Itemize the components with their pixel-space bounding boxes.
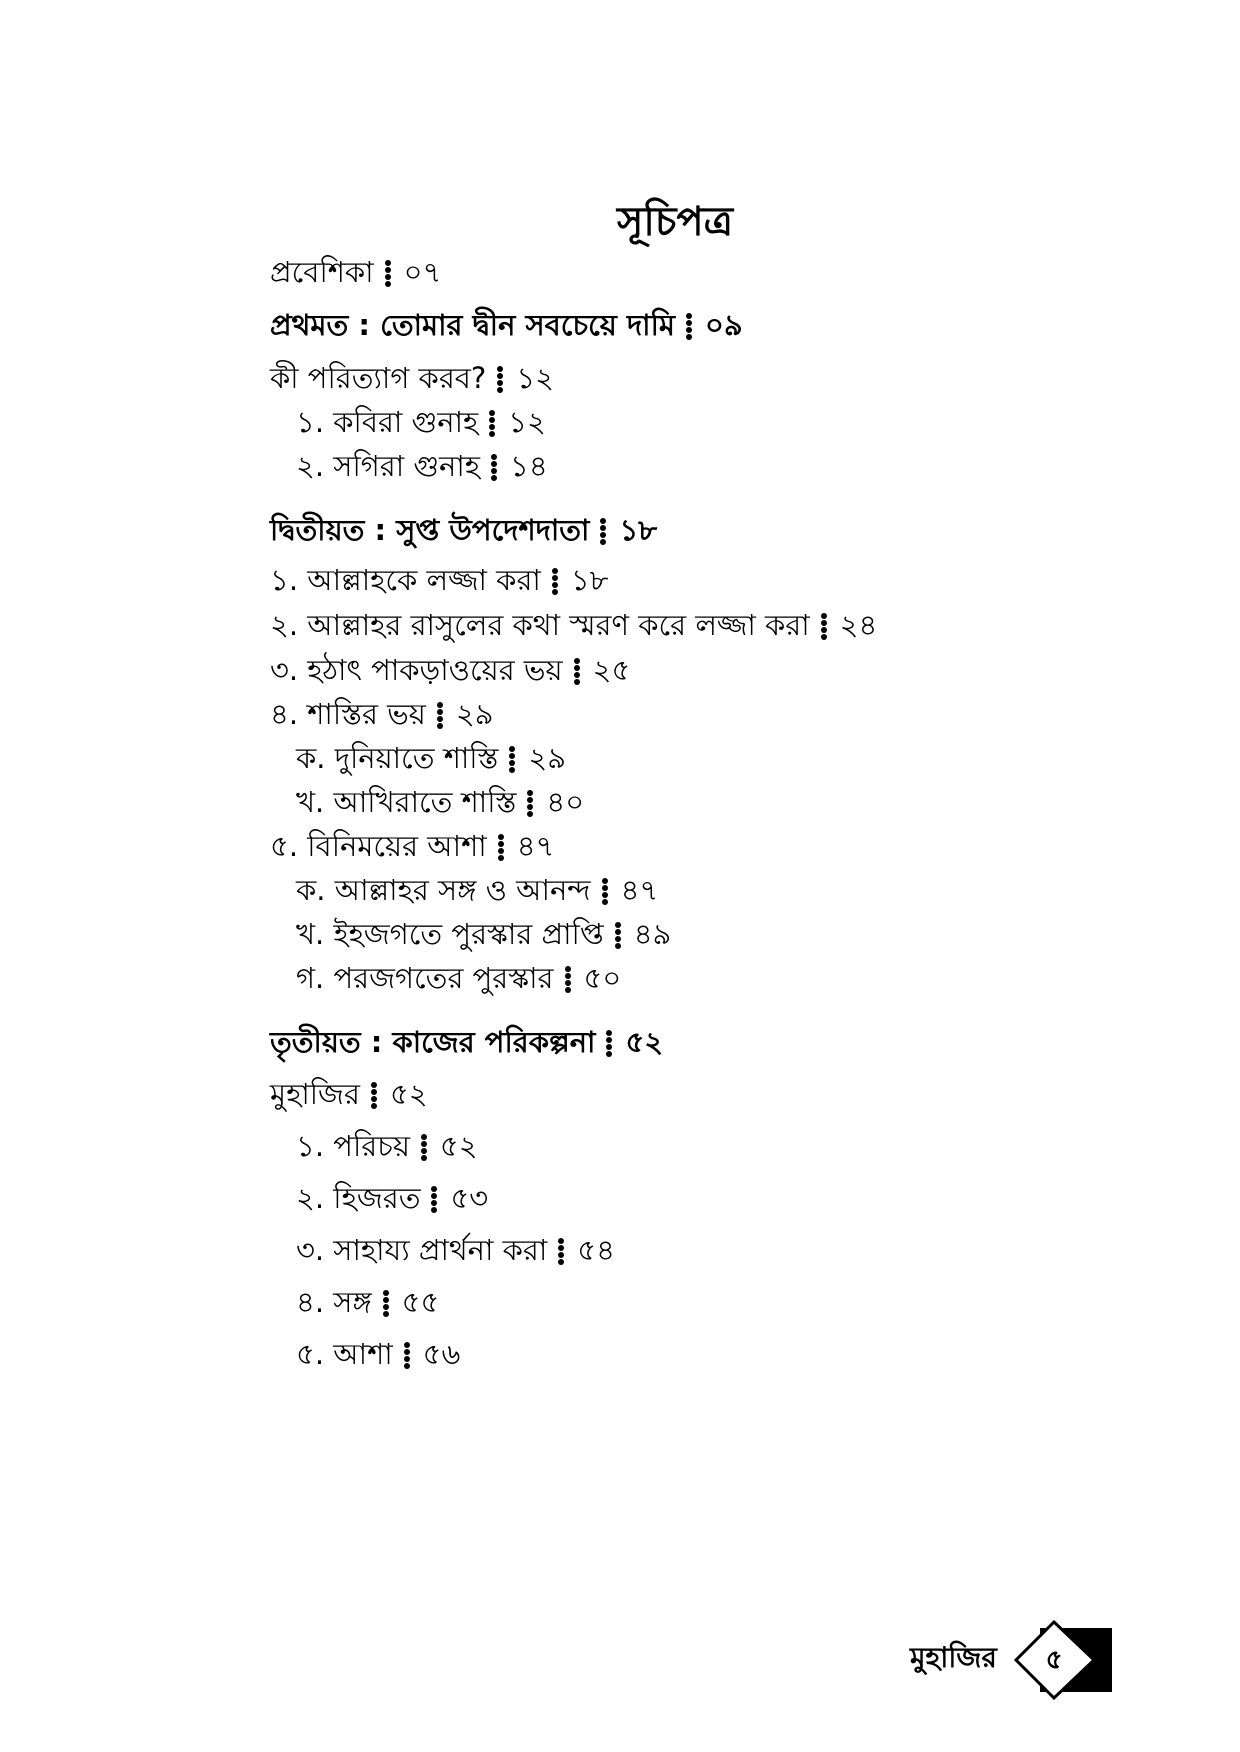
toc-entry-page: ৪৭	[620, 873, 659, 907]
toc-entry[interactable]	[296, 782, 584, 822]
toc-entry-text: প্রথমত : তোমার দ্বীন সবচেয়ে দামি	[270, 308, 675, 342]
toc-entry[interactable]	[270, 252, 441, 292]
toc-entry-text: ২. আল্লাহর রাসুলের কথা স্মরণ করে লজ্জা করা	[270, 608, 810, 642]
separator-dots-icon	[496, 365, 504, 395]
toc-entry[interactable]	[296, 1282, 439, 1322]
toc-entry-text: কী পরিত্যাগ করব?	[270, 361, 487, 395]
separator-dots-icon	[573, 657, 581, 687]
toc-entry-page: ২৯	[528, 741, 567, 775]
toc-entry[interactable]	[296, 914, 671, 954]
separator-dots-icon	[497, 833, 505, 863]
toc-entry-text: ৩. সাহায্য প্রার্থনা করা	[296, 1233, 548, 1267]
separator-dots-icon	[526, 789, 534, 819]
toc-entry[interactable]	[270, 358, 554, 398]
toc-entry-page: ৪০	[546, 785, 585, 819]
toc-entry-text: ৫. বিনিময়ের আশা	[270, 829, 487, 863]
toc-entry-text: তৃতীয়ত : কাজের পরিকল্পনা	[270, 1025, 596, 1059]
separator-dots-icon	[382, 1289, 390, 1319]
toc-entry-text: ২. হিজরত	[296, 1181, 421, 1215]
toc-entry-text: ৪. শাস্তির ভয়	[270, 697, 426, 731]
toc-entry[interactable]	[296, 738, 566, 778]
toc-entry[interactable]	[296, 1334, 460, 1374]
toc-entry[interactable]	[296, 1178, 488, 1218]
separator-dots-icon	[614, 921, 622, 951]
separator-dots-icon	[601, 877, 609, 907]
separator-dots-icon	[488, 409, 496, 439]
separator-dots-icon	[551, 567, 559, 597]
separator-dots-icon	[370, 1081, 378, 1111]
toc-entry[interactable]	[270, 1022, 663, 1062]
toc-entry-page: ৫০	[583, 961, 622, 995]
toc-entry-page: ৫২	[439, 1129, 478, 1163]
toc-entry-text: ক. দুনিয়াতে শাস্তি	[296, 741, 499, 775]
toc-entry[interactable]	[270, 510, 657, 550]
toc-entry-page: ১৮	[570, 563, 609, 597]
toc-entry-text: ২. সগিরা গুনাহ	[296, 449, 481, 483]
toc-entry-text: ১. আল্লাহকে লজ্জা করা	[270, 563, 541, 597]
toc-entry-page: ২৯	[455, 697, 494, 731]
toc-entry-text: ১. পরিচয়	[296, 1129, 410, 1163]
toc-entry-text: খ. ইহজগতে পুরস্কার প্রাপ্তি	[296, 917, 604, 951]
toc-entry[interactable]	[296, 870, 658, 910]
toc-entry-page: ২৪	[839, 608, 878, 642]
toc-entry-text: ৫. আশা	[296, 1337, 393, 1371]
toc-entry-page: ৫২	[389, 1077, 428, 1111]
toc-entry[interactable]	[270, 1074, 428, 1114]
separator-dots-icon	[420, 1133, 428, 1163]
footer-book-title: মুহাজির	[910, 1641, 997, 1674]
toc-entry-page: ২৫	[592, 653, 631, 687]
toc-entry-page: ০৯	[705, 308, 743, 342]
toc-entry-text: মুহাজির	[270, 1077, 360, 1111]
separator-dots-icon	[599, 517, 607, 547]
separator-dots-icon	[557, 1237, 565, 1267]
toc-entry-page: ৫২	[625, 1025, 664, 1059]
toc-entry[interactable]	[270, 305, 743, 345]
toc-entry-page: ৫৩	[450, 1181, 489, 1215]
separator-dots-icon	[430, 1185, 438, 1215]
toc-entry-text: প্রবেশিকা	[270, 255, 374, 289]
toc-entry[interactable]	[270, 605, 877, 645]
toc-entry-page: ১২	[508, 405, 546, 439]
toc-entry[interactable]	[296, 1230, 615, 1270]
separator-dots-icon	[436, 701, 444, 731]
toc-entry-page: ৪৯	[633, 917, 672, 951]
toc-title: সূচিপত্র	[617, 199, 733, 245]
toc-entry-page: ১২	[516, 361, 555, 395]
toc-entry-page: ৫৫	[401, 1285, 440, 1319]
toc-entry[interactable]	[270, 650, 630, 690]
toc-entry[interactable]	[270, 826, 554, 866]
separator-dots-icon	[490, 453, 498, 483]
toc-entry[interactable]	[296, 446, 548, 486]
toc-entry-text: দ্বিতীয়ত : সুপ্ত উপদেশদাতা	[270, 513, 590, 547]
toc-entry-page: ৫৪	[577, 1233, 615, 1267]
toc-entry[interactable]	[296, 1126, 478, 1166]
page-number: ৫	[1045, 1645, 1063, 1675]
toc-entry-text: ৪. সঙ্গ	[296, 1285, 372, 1319]
toc-entry[interactable]	[296, 958, 621, 998]
toc-entry-page: ১৮	[619, 513, 658, 547]
toc-entry-text: ৩. হঠাৎ পাকড়াওয়ের ভয়	[270, 653, 563, 687]
separator-dots-icon	[564, 965, 572, 995]
toc-entry[interactable]	[296, 402, 546, 442]
toc-entry-text: গ. পরজগতের পুরস্কার	[296, 961, 554, 995]
separator-dots-icon	[508, 745, 516, 775]
separator-dots-icon	[403, 1341, 411, 1371]
separator-dots-icon	[605, 1029, 613, 1059]
toc-entry-page: ১৪	[510, 449, 548, 483]
toc-entry-text: ১. কবিরা গুনাহ	[296, 405, 479, 439]
toc-entry-text: খ. আখিরাতে শাস্তি	[296, 785, 517, 819]
separator-dots-icon	[685, 312, 693, 342]
toc-entry-page: ৫৬	[422, 1337, 461, 1371]
separator-dots-icon	[384, 259, 392, 289]
toc-entry-text: ক. আল্লাহর সঙ্গ ও আনন্দ	[296, 873, 591, 907]
toc-entry[interactable]	[270, 694, 494, 734]
toc-entry[interactable]	[270, 560, 608, 600]
toc-entry-page: ০৭	[403, 255, 442, 289]
separator-dots-icon	[820, 612, 828, 642]
toc-entry-page: ৪৭	[516, 829, 555, 863]
